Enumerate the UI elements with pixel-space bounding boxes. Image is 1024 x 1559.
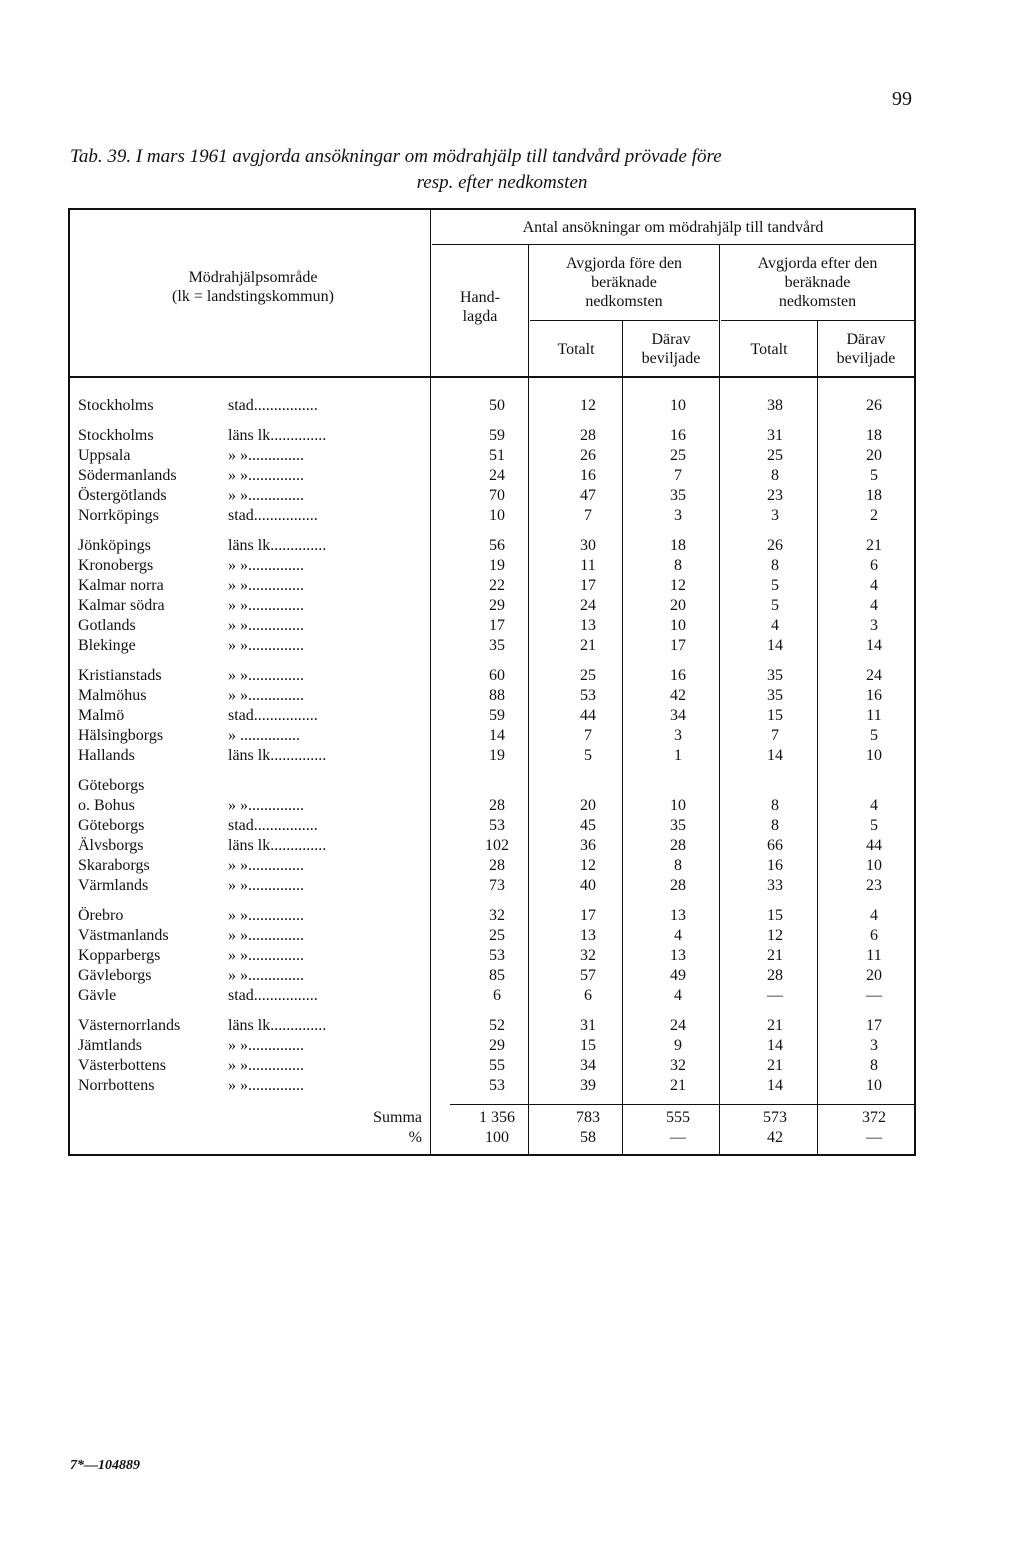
row-value: 28	[767, 967, 783, 984]
row-value: —	[866, 987, 882, 1004]
row-region-name: Kristianstads	[78, 667, 162, 684]
row-value: 12	[580, 397, 596, 414]
region-subtitle: (lk = landstingskommun)	[172, 288, 334, 305]
table-row	[68, 816, 916, 836]
table-row	[68, 666, 916, 686]
row-region-type: » »..............	[228, 447, 304, 464]
table-row	[68, 726, 916, 746]
row-value: 23	[866, 877, 882, 894]
row-value: 20	[866, 447, 882, 464]
row-value: 44	[866, 837, 882, 854]
row-value: 18	[866, 427, 882, 444]
handlagda-header	[432, 288, 528, 326]
fore-header	[530, 254, 718, 311]
table-row	[68, 986, 916, 1006]
row-value: 10	[670, 617, 686, 634]
row-region-name: Gävle	[78, 987, 117, 1004]
row-value: 24	[580, 597, 596, 614]
table-row	[68, 836, 916, 856]
table-row	[68, 796, 916, 816]
row-region-type: » ...............	[228, 727, 300, 744]
row-region-name: Älvsborgs	[78, 837, 144, 854]
row-region-type: läns lk..............	[228, 1017, 327, 1034]
row-value: 13	[580, 617, 596, 634]
row-value: 4	[870, 577, 878, 594]
table-row	[68, 876, 916, 896]
row-value: 11	[866, 707, 882, 724]
efter-line-3: nedkomsten	[778, 293, 857, 310]
table-row	[68, 596, 916, 616]
table-row	[68, 776, 916, 796]
title-line-2: resp. efter nedkomsten	[416, 172, 588, 193]
row-value: 24	[670, 1017, 686, 1034]
row-value: 50	[489, 397, 505, 414]
row-region-type: » »..............	[228, 967, 304, 984]
row-value: 32	[580, 947, 596, 964]
fore-line-1: Avgjorda före den	[565, 255, 683, 272]
efter-header	[721, 254, 914, 311]
row-value: 52	[489, 1017, 505, 1034]
row-region-type: läns lk..............	[228, 427, 327, 444]
row-value: 6	[870, 557, 878, 574]
row-value: 12	[670, 577, 686, 594]
row-value: 16	[670, 427, 686, 444]
row-value: 21	[767, 1017, 783, 1034]
row-value: 19	[489, 557, 505, 574]
totals-value: 58	[580, 1129, 596, 1146]
row-value: 51	[489, 447, 505, 464]
row-value: 17	[489, 617, 505, 634]
row-value: 85	[489, 967, 505, 984]
table-row	[68, 396, 916, 416]
efter-darav-header	[818, 330, 914, 368]
row-value: 26	[866, 397, 882, 414]
row-value: 35	[489, 637, 505, 654]
row-region-type: » »..............	[228, 907, 304, 924]
row-value: 14	[767, 747, 783, 764]
row-region-name: Göteborgs	[78, 817, 145, 834]
row-value: 8	[674, 857, 682, 874]
fore-line-3: nedkomsten	[585, 293, 663, 310]
row-value: 23	[767, 487, 783, 504]
totals-value: 100	[485, 1129, 509, 1146]
totals-value: 573	[763, 1109, 787, 1126]
table-row	[68, 686, 916, 706]
group-header: Antal ansökningar om mödrahjälp till tandvård	[522, 219, 824, 236]
row-region-type: stad................	[228, 987, 318, 1004]
row-region-type: » »..............	[228, 637, 304, 654]
row-value: 47	[580, 487, 596, 504]
row-value: 8	[870, 1057, 878, 1074]
row-region-name: Hälsingborgs	[78, 727, 164, 744]
row-region-name: Stockholms	[78, 397, 154, 414]
row-value: 44	[580, 707, 596, 724]
row-value: 7	[771, 727, 779, 744]
fore-totalt-header: Totalt	[557, 341, 595, 358]
table-row	[68, 486, 916, 506]
print-code: 7*—104889	[70, 1458, 140, 1473]
row-value: 42	[670, 687, 686, 704]
row-value: 55	[489, 1057, 505, 1074]
totals-row	[68, 1108, 916, 1128]
header-bottom-rule	[68, 376, 916, 378]
row-value: 38	[767, 397, 783, 414]
row-value: 53	[489, 1077, 505, 1094]
row-value: 102	[485, 837, 509, 854]
row-value: 9	[674, 1037, 682, 1054]
row-region-type: » »..............	[228, 617, 304, 634]
row-region-type: » »..............	[228, 667, 304, 684]
row-value: 3	[771, 507, 779, 524]
row-value: 73	[489, 877, 505, 894]
row-value: 21	[767, 947, 783, 964]
table-row	[68, 946, 916, 966]
row-value: 15	[767, 907, 783, 924]
totals-value: 42	[767, 1129, 783, 1146]
row-region-name: Uppsala	[78, 447, 131, 464]
row-region-type: » »..............	[228, 927, 304, 944]
row-value: 31	[580, 1017, 596, 1034]
row-region-name: Östergötlands	[78, 487, 167, 504]
row-value: 39	[580, 1077, 596, 1094]
table-top-rule	[68, 208, 916, 210]
efter-darav-line-1: Därav	[846, 331, 886, 348]
row-value: 88	[489, 687, 505, 704]
row-region-type: » »..............	[228, 597, 304, 614]
table-row	[68, 556, 916, 576]
row-value: 11	[866, 947, 882, 964]
row-value: 5	[870, 817, 878, 834]
row-value: 14	[489, 727, 505, 744]
row-region-type: » »..............	[228, 1077, 304, 1094]
row-value: 3	[870, 1037, 878, 1054]
row-value: 8	[771, 797, 779, 814]
totals-value: 783	[576, 1109, 600, 1126]
table-row	[68, 1056, 916, 1076]
row-value: 5	[771, 597, 779, 614]
row-value: 20	[670, 597, 686, 614]
row-value: 10	[489, 507, 505, 524]
row-value: 21	[767, 1057, 783, 1074]
row-value: 3	[870, 617, 878, 634]
totals-row	[68, 1128, 916, 1148]
table-row	[68, 576, 916, 596]
table-row	[68, 906, 916, 926]
row-region-name: Kopparbergs	[78, 947, 161, 964]
table-bottom-rule	[68, 1154, 916, 1156]
row-value: 7	[584, 727, 592, 744]
row-value: 17	[580, 577, 596, 594]
row-value: 33	[767, 877, 783, 894]
row-value: 17	[670, 637, 686, 654]
row-value: 7	[674, 467, 682, 484]
row-region-name: Värmlands	[78, 877, 149, 894]
row-region-name: Malmö	[78, 707, 125, 724]
row-region-name: Örebro	[78, 907, 124, 924]
row-value: 4	[870, 907, 878, 924]
table-row	[68, 1016, 916, 1036]
row-region-type: » »..............	[228, 877, 304, 894]
row-value: 10	[670, 797, 686, 814]
row-value: 20	[580, 797, 596, 814]
row-value: 14	[767, 1077, 783, 1094]
row-value: 53	[580, 687, 596, 704]
row-value: 14	[767, 637, 783, 654]
row-region-name: Västernorrlands	[78, 1017, 181, 1034]
row-value: 4	[674, 987, 682, 1004]
row-value: 24	[866, 667, 882, 684]
totals-value: —	[670, 1129, 686, 1146]
row-value: 59	[489, 427, 505, 444]
row-value: 8	[674, 557, 682, 574]
row-region-type: » »..............	[228, 857, 304, 874]
data-table	[68, 208, 916, 1156]
row-value: 6	[870, 927, 878, 944]
row-value: 1	[674, 747, 682, 764]
row-region-name: Gävleborgs	[78, 967, 152, 984]
row-value: 10	[866, 747, 882, 764]
row-value: 25	[580, 667, 596, 684]
row-value: 17	[580, 907, 596, 924]
row-region-type: » »..............	[228, 467, 304, 484]
row-value: 16	[866, 687, 882, 704]
row-value: 35	[767, 667, 783, 684]
row-value: 26	[767, 537, 783, 554]
row-value: 60	[489, 667, 505, 684]
row-value: 8	[771, 557, 779, 574]
row-value: 18	[866, 487, 882, 504]
row-value: 24	[489, 467, 505, 484]
table-row	[68, 536, 916, 556]
row-value: 4	[771, 617, 779, 634]
row-region-name: Gotlands	[78, 617, 136, 634]
totals-label: %	[408, 1129, 422, 1146]
row-value: 5	[870, 467, 878, 484]
row-value: 29	[489, 597, 505, 614]
row-value: 7	[584, 507, 592, 524]
row-value: 14	[866, 637, 882, 654]
row-region-type: stad................	[228, 507, 318, 524]
row-value: 53	[489, 947, 505, 964]
row-value: 8	[771, 467, 779, 484]
row-region-name: Jönköpings	[78, 537, 151, 554]
row-region-name: Kalmar norra	[78, 577, 164, 594]
row-value: 5	[771, 577, 779, 594]
row-region-type: » »..............	[228, 797, 304, 814]
table-row	[68, 926, 916, 946]
row-value: 3	[674, 507, 682, 524]
row-region-type: läns lk..............	[228, 837, 327, 854]
row-value: 12	[767, 927, 783, 944]
table-row	[68, 636, 916, 656]
row-value: 28	[670, 877, 686, 894]
totals-rule	[450, 1104, 914, 1105]
row-value: 22	[489, 577, 505, 594]
region-header	[108, 268, 398, 306]
fore-darav-line-1: Därav	[651, 331, 691, 348]
row-value: 32	[670, 1057, 686, 1074]
row-value: 29	[489, 1037, 505, 1054]
row-region-name: Västerbottens	[78, 1057, 166, 1074]
row-value: 21	[580, 637, 596, 654]
row-region-type: » »..............	[228, 557, 304, 574]
row-value: 28	[489, 857, 505, 874]
row-region-name: Skaraborgs	[78, 857, 150, 874]
row-value: 34	[580, 1057, 596, 1074]
row-value: —	[767, 987, 783, 1004]
row-value: 70	[489, 487, 505, 504]
table-row	[68, 966, 916, 986]
table-row	[68, 1076, 916, 1096]
row-value: 2	[870, 507, 878, 524]
row-value: 16	[670, 667, 686, 684]
row-value: 28	[489, 797, 505, 814]
row-value: 18	[670, 537, 686, 554]
row-value: 15	[580, 1037, 596, 1054]
row-value: 13	[670, 947, 686, 964]
row-value: 59	[489, 707, 505, 724]
totals-value: —	[866, 1129, 882, 1146]
row-value: 4	[870, 597, 878, 614]
totals-label: Summa	[373, 1109, 422, 1126]
row-region-type: läns lk..............	[228, 537, 327, 554]
totals-value: 372	[862, 1109, 886, 1126]
row-value: 6	[493, 987, 501, 1004]
group-underline	[432, 244, 914, 245]
row-value: 3	[674, 727, 682, 744]
row-value: 56	[489, 537, 505, 554]
totals-value: 1 356	[479, 1109, 515, 1126]
row-region-type: läns lk..............	[228, 747, 327, 764]
table-row	[68, 706, 916, 726]
row-region-name: Malmöhus	[78, 687, 147, 704]
row-region-name: Göteborgs	[78, 777, 145, 794]
row-value: 35	[670, 817, 686, 834]
row-region-name: Stockholms	[78, 427, 154, 444]
row-value: 5	[870, 727, 878, 744]
row-value: 57	[580, 967, 596, 984]
row-region-type: » »..............	[228, 947, 304, 964]
table-row	[68, 1036, 916, 1056]
page-number: 99	[892, 88, 912, 110]
row-value: 14	[767, 1037, 783, 1054]
row-value: 21	[866, 537, 882, 554]
row-value: 30	[580, 537, 596, 554]
row-value: 53	[489, 817, 505, 834]
row-region-name: Jämtlands	[78, 1037, 142, 1054]
table-row	[68, 506, 916, 526]
row-value: 66	[767, 837, 783, 854]
efter-totalt-header: Totalt	[750, 341, 788, 358]
row-region-type: stad................	[228, 817, 318, 834]
row-value: 35	[670, 487, 686, 504]
region-title: Mödrahjälpsområde	[188, 269, 318, 286]
row-region-type: » »..............	[228, 1037, 304, 1054]
row-value: 6	[584, 987, 592, 1004]
handlagda-line-1: Hand-	[460, 289, 500, 306]
row-value: 34	[670, 707, 686, 724]
handlagda-line-2: lagda	[462, 308, 498, 325]
table-row	[68, 446, 916, 466]
fore-darav-header	[623, 330, 719, 368]
table-row	[68, 466, 916, 486]
row-value: 15	[767, 707, 783, 724]
row-region-name: o. Bohus	[78, 797, 135, 814]
row-value: 35	[767, 687, 783, 704]
row-value: 40	[580, 877, 596, 894]
row-region-type: stad................	[228, 397, 318, 414]
row-value: 10	[670, 397, 686, 414]
row-value: 17	[866, 1017, 882, 1034]
row-value: 16	[767, 857, 783, 874]
row-value: 25	[767, 447, 783, 464]
row-region-type: » »..............	[228, 687, 304, 704]
row-region-name: Hallands	[78, 747, 135, 764]
table-row	[68, 616, 916, 636]
row-value: 12	[580, 857, 596, 874]
efter-line-2: beräknade	[784, 274, 851, 291]
row-value: 20	[866, 967, 882, 984]
row-region-type: » »..............	[228, 1057, 304, 1074]
row-region-name: Kronobergs	[78, 557, 154, 574]
row-region-name: Södermanlands	[78, 467, 177, 484]
row-region-type: » »..............	[228, 577, 304, 594]
row-value: 10	[866, 857, 882, 874]
table-title	[70, 144, 930, 196]
row-value: 4	[674, 927, 682, 944]
row-value: 36	[580, 837, 596, 854]
row-value: 13	[580, 927, 596, 944]
row-region-name: Kalmar södra	[78, 597, 165, 614]
fore-line-2: beräknade	[591, 274, 657, 291]
fore-underline	[530, 320, 718, 321]
row-value: 25	[489, 927, 505, 944]
table-row	[68, 856, 916, 876]
row-value: 26	[580, 447, 596, 464]
efter-darav-line-2: beviljade	[836, 350, 896, 367]
row-value: 32	[489, 907, 505, 924]
row-value: 25	[670, 447, 686, 464]
row-region-name: Blekinge	[78, 637, 136, 654]
row-value: 11	[580, 557, 596, 574]
totals-value: 555	[666, 1109, 690, 1126]
fore-darav-line-2: beviljade	[641, 350, 701, 367]
row-value: 16	[580, 467, 596, 484]
table-row	[68, 746, 916, 766]
efter-line-1: Avgjorda efter den	[757, 255, 878, 272]
row-value: 28	[670, 837, 686, 854]
row-region-name: Norrbottens	[78, 1077, 155, 1094]
row-value: 19	[489, 747, 505, 764]
row-value: 5	[584, 747, 592, 764]
row-value: 4	[870, 797, 878, 814]
row-value: 31	[767, 427, 783, 444]
row-region-type: » »..............	[228, 487, 304, 504]
row-value: 13	[670, 907, 686, 924]
row-value: 28	[580, 427, 596, 444]
row-region-name: Norrköpings	[78, 507, 159, 524]
row-value: 49	[670, 967, 686, 984]
table-row	[68, 426, 916, 446]
row-value: 21	[670, 1077, 686, 1094]
row-value: 45	[580, 817, 596, 834]
row-value: 10	[866, 1077, 882, 1094]
row-region-type: stad................	[228, 707, 318, 724]
row-region-name: Västmanlands	[78, 927, 169, 944]
title-line-1: Tab. 39. I mars 1961 avgjorda ansökningar om mödrahjälp till tandvård prövade före	[70, 146, 722, 167]
row-value: 8	[771, 817, 779, 834]
